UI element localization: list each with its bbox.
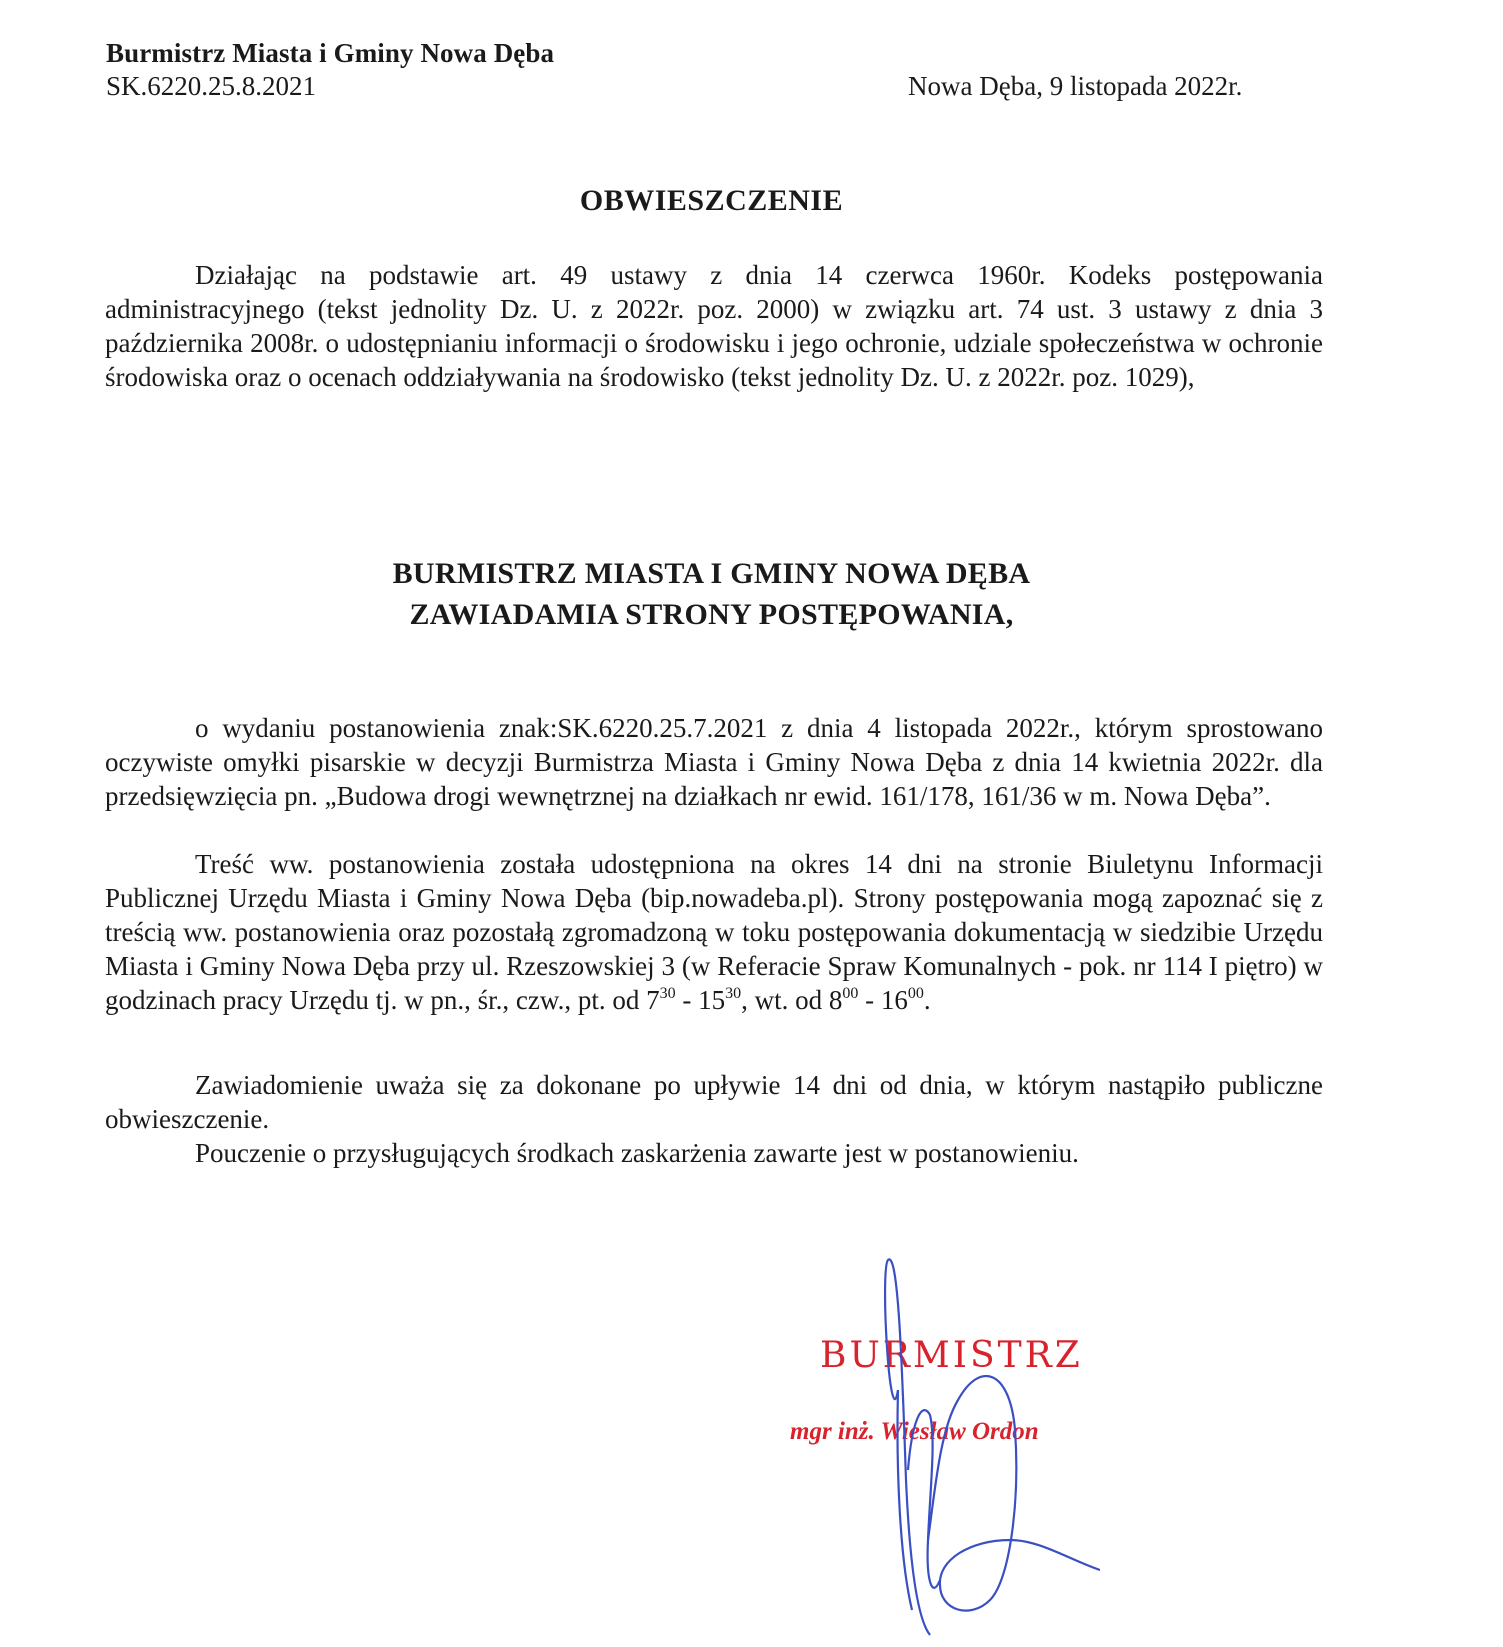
access-paragraph-text: Treść ww. postanowienia została udostępniona na okres 14 dni na stronie Biuletynu Informacji Publicznej Urzędu Miasta i Gminy Nowa Dęba (bip.nowadeba.pl). Strony postępowania mogą zapoznać się z treścią ww. postanowienia oraz pozostałą zgromadzoną w toku postępowania dokumentacją w siedzibie Urzędu Miasta i Gminy Nowa Dęba przy ul. Rzeszowskiej 3 (w Referacie Spraw Komunalnych - pok. nr 114 I piętro) w godzinach pracy Urzędu tj. w pn., śr., czw., pt. od (105, 849, 1323, 1015)
decision-paragraph: o wydaniu postanowienia znak:SK.6220.25.7.2021 z dnia 4 listopada 2022r., którym sprostowano oczywiste omyłki pisarskie w decyzji Burmistrza Miasta i Gminy Nowa Dęba z dnia 14 kwietnia 2022r. dla przedsięwzięcia pn. „Budowa drogi wewnętrznej na działkach nr ewid. 161/178, 161/36 w m. Nowa Dęba”. (105, 713, 1323, 811)
hours-start-1: 7 (646, 985, 660, 1015)
announcement-heading-line2: ZAWIADAMIA STRONY POSTĘPOWANIA, (409, 598, 1014, 631)
reference-number: SK.6220.25.8.2021 (106, 71, 317, 101)
hours-start-1-min: 30 (659, 985, 676, 1002)
hours-end-1-min: 30 (725, 985, 742, 1002)
appeal-paragraph: Pouczenie o przysługujących środkach zaskarżenia zawarte jest w postanowieniu. (195, 1138, 1079, 1168)
stamp-title: BURMISTRZ (820, 1335, 1083, 1376)
access-paragraph (105, 847, 1323, 1017)
hours-end-punct: . (923, 985, 931, 1015)
hours-start-2-min: 00 (842, 985, 859, 1002)
hours-start-2: 8 (828, 985, 843, 1015)
hours-separator: - (858, 985, 881, 1015)
place-and-date: Nowa Dęba, 9 listopada 2022r. (908, 71, 1243, 101)
announcement-heading-line1: BURMISTRZ MIASTA I GMINY NOWA DĘBA (392, 557, 1031, 590)
tuesday-label: , wt. od (741, 985, 829, 1015)
hours-end-2-min: 00 (907, 985, 924, 1002)
notice-paragraph: Zawiadomienie uważa się za dokonane po upływie 14 dni od dnia, w którym nastąpiło publiczne obwieszczenie. (105, 1070, 1323, 1134)
stamp-name: mgr inż. Wiesław Ordon (790, 1418, 1039, 1445)
hours-end-1: 15 (698, 985, 726, 1015)
document-title: OBWIESZCZENIE (579, 184, 844, 217)
legal-basis-paragraph: Działając na podstawie art. 49 ustawy z dnia 14 czerwca 1960r. Kodeks postępowania administracyjnego (tekst jednolity Dz. U. z 2022r. poz. 2000) w związku art. 74 ust. 3 ustawy z dnia 3 października 2008r. o udostępnianiu informacji o środowisku i jego ochronie, udziale społeczeństwa w ochronie środowiska oraz o ocenach oddziaływania na środowisko (tekst jednolity Dz. U. z 2022r. poz. 1029), (105, 260, 1323, 392)
handwritten-signature-icon (840, 1240, 1100, 1640)
hours-end-2: 16 (880, 985, 908, 1015)
hours-separator: - (675, 985, 699, 1015)
issuer-name: Burmistrz Miasta i Gminy Nowa Dęba (106, 38, 555, 68)
